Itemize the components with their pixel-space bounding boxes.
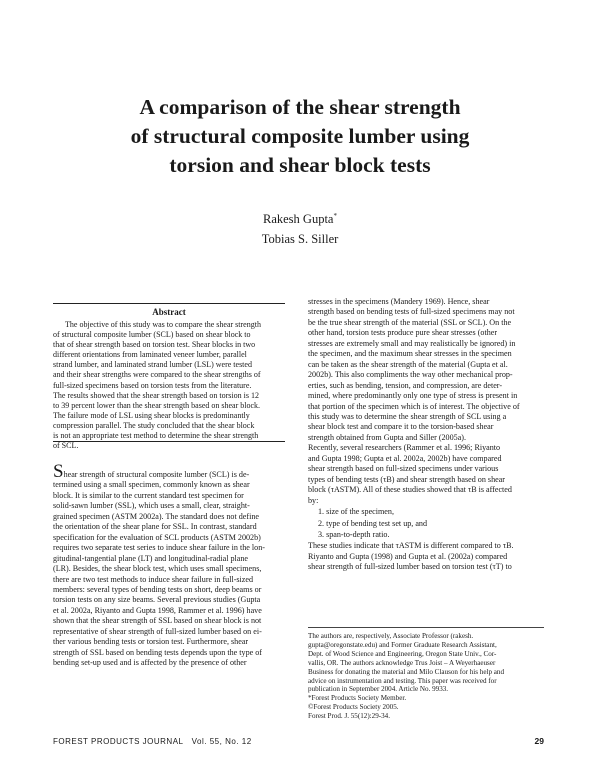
footnote [308, 632, 544, 721]
body-line: solid-sawn lumber (SSL), which uses a small, clear, straight- [53, 501, 250, 511]
body-line: bending set-up used and is affected by the presence of other [53, 658, 247, 668]
footnote-line: The authors are, respectively, Associate Professor (rakesh. [308, 632, 474, 640]
body-line: Recently, several researchers (Rammer et al. 1996; Riyanto [308, 443, 501, 453]
body-line: specification for the evaluation of SCL products (ASTM 2002b) [53, 532, 261, 542]
footnote-line: vallis, OR. The authors acknowledge Trus Joist – A Weyerhaeuser [308, 658, 496, 667]
body-line: the specimen, and the maximum shear stresses in the specimen [308, 349, 512, 359]
body-line: grained specimen (ASTM 2002a). The standard does not define [53, 511, 259, 521]
body-line: requires two separate test series to induce shear failure in the lon- [53, 543, 265, 553]
article-title [40, 93, 560, 180]
body-line: gitudinal-tangential plane (LT) and longitudinal-radial plane [53, 553, 249, 563]
body-line: termined using a small specimen, commonly known as shear [53, 480, 250, 490]
title-line: of structural composite lumber using [130, 124, 470, 148]
body-line: there are two test methods to induce shear failure in full-sized [53, 574, 254, 584]
body-first-line: hear strength of structural composite lumber (SCL) is de- [63, 470, 250, 479]
abstract-body [53, 320, 285, 451]
abstract-line: of SCL. [53, 441, 79, 451]
abstract-bottom-rule [53, 441, 285, 442]
body-line [53, 464, 285, 480]
footnote-rule [308, 627, 544, 628]
body-line: can be taken as the shear strength of the material (Gupta et al. [308, 359, 508, 369]
body-line: block (τASTM). All of these studies showed that τB is affected [308, 485, 512, 495]
body-line: stresses are extremely small and may realistically be ignored) in [308, 338, 516, 348]
abstract-line: that of shear strength based on torsion test. Shear blocks in two [53, 340, 256, 350]
author-name: Tobias S. Siller [261, 232, 339, 246]
body-line: (LR). Besides, the shear block test, which uses small specimens, [53, 564, 262, 574]
journal-name: FOREST PRODUCTS JOURNAL [53, 737, 184, 746]
footnote-line: Business for donating the material and Milo Clauson for his help and [308, 667, 505, 676]
body-line: shear strength based on full-sized specimens under various [308, 464, 499, 474]
list-item: 3. span-to-depth ratio. [318, 529, 390, 539]
body-line: mined, where predominantly only one type of stress is present in [308, 391, 518, 401]
footnote-line: advice on instrumentation and testing. This paper was received for [308, 676, 497, 685]
body-line: shear block test and compare it to the torsion-based shear [308, 422, 494, 432]
body-line: the orientation of the shear plane for SSL. In contrast, standard [53, 522, 257, 532]
abstract-line: different orientations from laminated veneer lumber, parallel [53, 350, 247, 360]
body-line: be the true shear strength of the material (SSL or SCL). On the [308, 317, 512, 327]
page-number: 29 [534, 736, 544, 746]
body-left-column [53, 464, 285, 669]
abstract-line: strand lumber, and laminated strand lumber (LSL) were tested [53, 360, 252, 370]
body-line: strength of SSL based on bending tests depends upon the type of [53, 647, 262, 657]
footnote-line: ©Forest Products Society 2005. [308, 703, 399, 712]
author-first [0, 212, 600, 227]
body-line: et al. 2002a, Riyanto and Gupta 1998, Rammer et al. 1996) have [53, 605, 262, 615]
abstract-line: The objective of this study was to compare the shear strength [65, 320, 261, 329]
abstract-line: to 39 percent lower than the shear strength based on shear block. [53, 400, 261, 410]
running-footer [53, 737, 252, 746]
footnote-line: Forest Prod. J. 55(12):29-34. [308, 712, 390, 721]
body-line: Riyanto and Gupta (1998) and Gupta et al. (2002a) compared [308, 551, 508, 561]
body-line: members: several types of bending tests on short, deep beams or [53, 584, 262, 594]
body-line: other hand, torsion tests produce pure shear stresses (other [308, 328, 498, 338]
body-line: shear strength of full-sized lumber based on torsion test (τT) to [308, 562, 512, 572]
body-line: and Gupta 1998; Gupta et al. 2002a, 2002b) have compared [308, 453, 502, 463]
body-line: that portion of the specimen which is of interest. The objective of [308, 401, 520, 411]
body-line: this study was to determine the shear strength of SCL using a [308, 411, 507, 421]
drop-cap: S [53, 464, 64, 481]
author-second [0, 232, 600, 247]
author-name: Rakesh Gupta [263, 212, 334, 227]
body-line: torsion tests on any size beams. Several previous studies (Gupta [53, 595, 261, 605]
title-line: torsion and shear block tests [169, 153, 431, 177]
body-line: by: [308, 495, 319, 505]
title-line: A comparison of the shear strength [139, 95, 461, 119]
body-line: strength based on bending tests of full-sized specimens may not [308, 307, 515, 317]
abstract-line: The failure mode of LSL using shear blocks is predominantly [53, 410, 250, 420]
abstract-line: The results showed that the shear strength based on torsion is 12 [53, 390, 259, 400]
list-item: 1. size of the specimen, [318, 507, 394, 517]
footnote-line: Dept. of Wood Science and Engineering, Oregon State Univ., Cor- [308, 649, 497, 658]
body-line: stresses in the specimens (Mandery 1969). Hence, shear [308, 297, 490, 306]
journal-volume: Vol. 55, No. 12 [191, 737, 252, 746]
abstract-heading: Abstract [152, 307, 186, 317]
footnote-line: *Forest Products Society Member. [308, 694, 407, 703]
body-line: strength obtained from Gupta and Siller (2005a). [308, 432, 467, 442]
abstract-line: and their shear strengths were compared to the shear strengths of [53, 370, 261, 380]
body-line: 2002b). This also compliments the way other mechanical prop- [308, 370, 513, 380]
body-line: ther various bending tests or torsion test. Furthermore, shear [53, 637, 249, 647]
abstract-line: compression parallel. The study concluded that the shear block [53, 420, 255, 430]
body-line: representative of shear strength of full-sized lumber based on ei- [53, 626, 262, 636]
body-line: shown that the shear strength of SSL based on shear block is not [53, 616, 262, 626]
abstract-top-rule [53, 303, 285, 304]
body-line: types of bending tests (τB) and shear strength based on shear [308, 474, 506, 484]
member-mark: * [333, 212, 337, 220]
abstract-line: of structural composite lumber (SCL) based on shear block to [53, 330, 251, 340]
body-line: block. It is similar to the current standard test specimen for [53, 490, 244, 500]
footnote-line: publication in September 2004. Article No. 9933. [308, 685, 449, 694]
abstract-line: is not an appropriate test method to determine the shear strength [53, 431, 259, 441]
body-line: erties, such as bending, tension, and compression, are deter- [308, 380, 503, 390]
abstract-line: full-sized specimens based on torsion tests from the literature. [53, 380, 252, 390]
list-item: 2. type of bending test set up, and [318, 518, 428, 528]
footnote-line: gupta@oregonstate.edu) and Former Graduate Research Assistant, [308, 640, 497, 649]
body-line: These studies indicate that τASTM is different compared to τB. [308, 541, 514, 551]
body-right-column [308, 297, 544, 573]
